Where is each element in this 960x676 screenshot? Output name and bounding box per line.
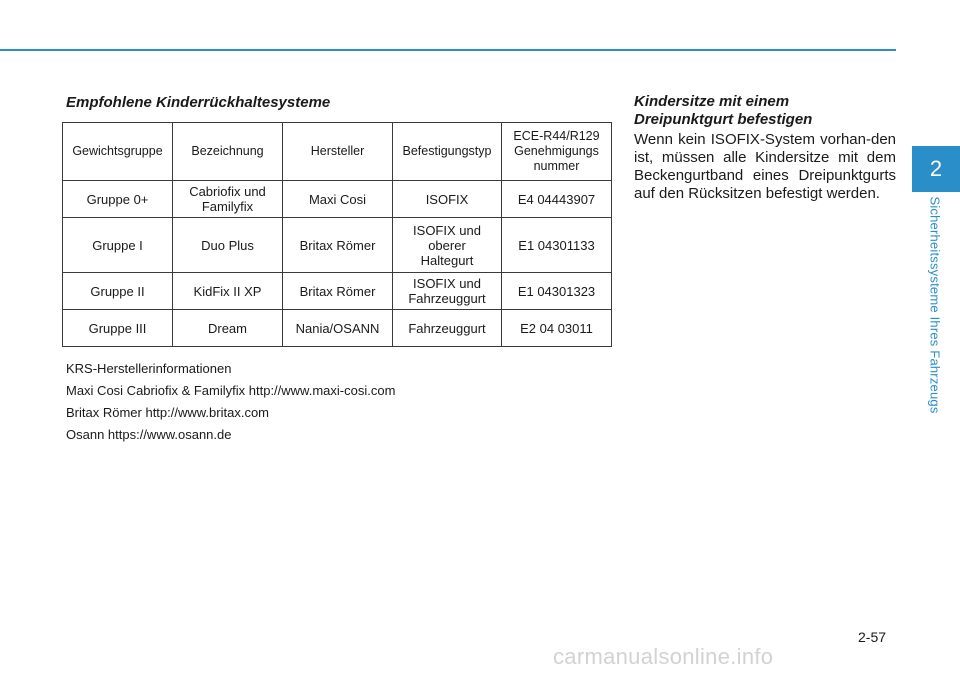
table-cell: E1 04301133: [502, 218, 612, 273]
info-line-osann: Osann https://www.osann.de: [66, 427, 232, 442]
table-cell: Gruppe 0+: [63, 181, 173, 218]
chapter-number-badge: 2: [912, 146, 960, 192]
info-line-maxi-cosi: Maxi Cosi Cabriofix & Familyfix http://www.maxi-cosi.com: [66, 383, 396, 398]
table-cell: ISOFIX: [393, 181, 502, 218]
section-body-three-point-belt: Wenn kein ISOFIX-System vorhan-den ist, müssen alle Kindersitze mit dem Beckengurtband eines Dreipunktgurts auf den Rücksitzen befestigt werden.: [634, 131, 896, 202]
column-header: ECE-R44/R129 Genehmigungs nummer: [502, 123, 612, 181]
table-cell: Britax Römer: [283, 273, 393, 310]
chapter-title-vertical: Sicherheitssysteme Ihres Fahrzeugs: [927, 196, 943, 414]
top-rule: [0, 49, 896, 51]
table-cell: Maxi Cosi: [283, 181, 393, 218]
column-header: Befestigungstyp: [393, 123, 502, 181]
table-cell: Cabriofix und Familyfix: [173, 181, 283, 218]
column-header: Hersteller: [283, 123, 393, 181]
table-cell: Dream: [173, 310, 283, 347]
crs-table: [62, 122, 612, 347]
table-cell: E4 04443907: [502, 181, 612, 218]
column-header: Gewichtsgruppe: [63, 123, 173, 181]
page-number: 2-57: [858, 629, 887, 645]
table-cell: Gruppe III: [63, 310, 173, 347]
section-title-three-point-belt: Kindersitze mit einem Dreipunktgurt befestigen: [634, 93, 813, 128]
table-cell: Fahrzeuggurt: [393, 310, 502, 347]
table-cell: ISOFIX und Fahrzeuggurt: [393, 273, 502, 310]
table-row: [63, 273, 612, 310]
manufacturer-info: [66, 358, 395, 446]
table-cell: ISOFIX und oberer Haltegurt: [393, 218, 502, 273]
watermark: carmanualsonline.info: [553, 644, 774, 669]
info-heading: KRS-Herstellerinformationen: [66, 361, 232, 376]
section-title-crs: Empfohlene Kinderrückhaltesysteme: [66, 94, 331, 111]
table-cell: E1 04301323: [502, 273, 612, 310]
table-row: [63, 310, 612, 347]
table-cell: KidFix II XP: [173, 273, 283, 310]
table-cell: Duo Plus: [173, 218, 283, 273]
info-line-britax: Britax Römer http://www.britax.com: [66, 405, 269, 420]
table-cell: Gruppe II: [63, 273, 173, 310]
table-row: [63, 218, 612, 273]
table-cell: Nania/OSANN: [283, 310, 393, 347]
table-cell: E2 04 03011: [502, 310, 612, 347]
table-cell: Gruppe I: [63, 218, 173, 273]
table-header-row: [63, 123, 612, 181]
table-cell: Britax Römer: [283, 218, 393, 273]
table-row: [63, 181, 612, 218]
column-header: Bezeichnung: [173, 123, 283, 181]
